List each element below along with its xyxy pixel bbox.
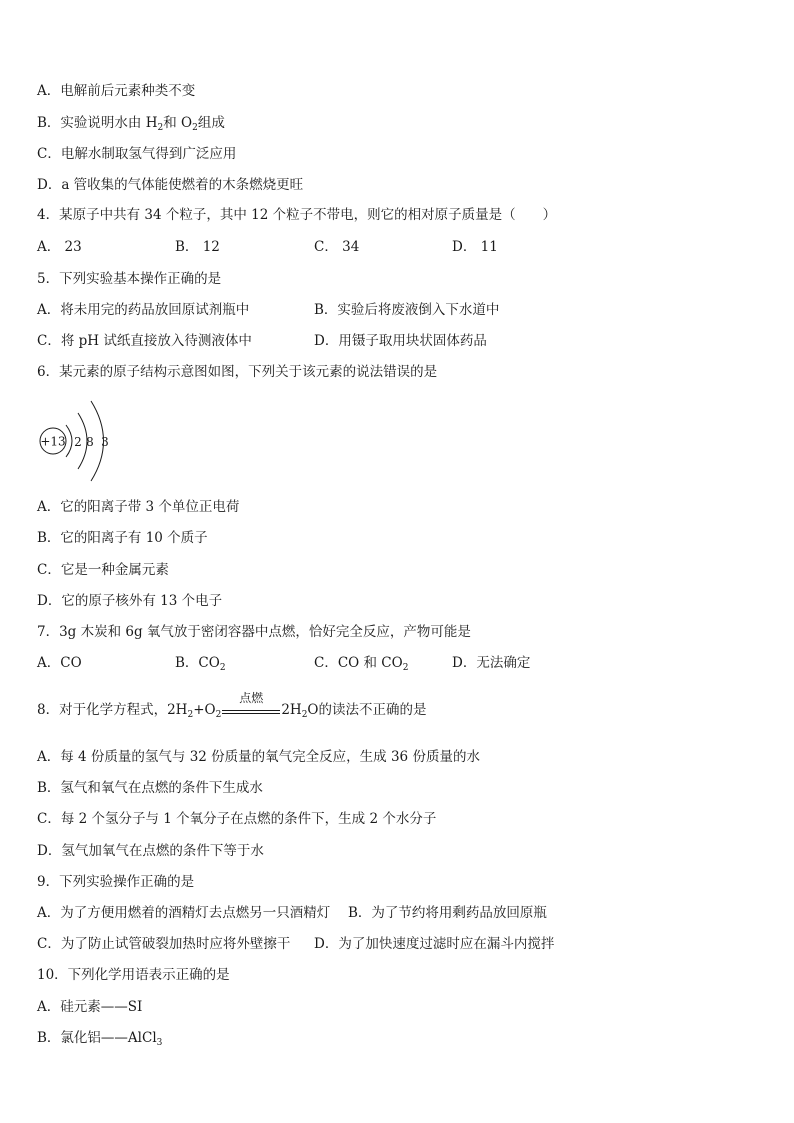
q4-stem: 4．某原子中共有 34 个粒子，其中 12 个粒子不带电，则它的相对原子质量是（ ）: [37, 207, 557, 223]
q8-option-b: B．氢气和氧气在点燃的条件下生成水: [37, 780, 263, 796]
nucleus-charge: +13: [40, 434, 66, 449]
q9-stem: 9．下列实验操作正确的是: [37, 874, 195, 890]
q5-option-c: C．将 pH 试纸直接放入待测液体中: [37, 333, 252, 349]
q3-option-b: B．实验说明水由 $H_2$和 $O_2$组成: [37, 115, 225, 133]
reaction-condition: 点燃: [239, 690, 264, 705]
q8-option-c: C．每 2 个氢分子与 1 个氧分子在点燃的条件下，生成 2 个水分子: [37, 811, 437, 827]
q4-option-b: B． 12: [175, 239, 220, 255]
q7-option-b: B．$CO_2$: [175, 655, 226, 673]
q8-option-d: D．氢气加氧气在点燃的条件下等于水: [37, 843, 264, 859]
q3-option-a: A．电解前后元素种类不变: [37, 83, 196, 99]
q10-option-b: B．氯化铝——AlCl$_3$: [37, 1030, 163, 1048]
shell-2-electrons: 8: [86, 435, 94, 449]
q5-option-b: B．实验后将废液倒入下水道中: [314, 302, 500, 318]
q7-option-c: C．CO 和 $CO_2$: [314, 655, 409, 673]
q5-option-a: A．将未用完的药品放回原试剂瓶中: [37, 302, 250, 318]
reaction-arrow: [222, 690, 280, 720]
q4-option-c: C． 34: [314, 239, 360, 255]
q6-option-d: D．它的原子核外有 13 个电子: [37, 593, 223, 609]
q4-option-a: A． 23: [37, 239, 82, 255]
q5-option-d: D．用镊子取用块状固体药品: [314, 333, 487, 349]
q9-option-a: A．为了方便用燃着的酒精灯去点燃另一只酒精灯: [37, 905, 331, 921]
q3-option-c: C．电解水制取氢气得到广泛应用: [37, 146, 237, 162]
q9-option-b: B．为了节约将用剩药品放回原瓶: [348, 905, 547, 921]
q6-option-c: C．它是一种金属元素: [37, 562, 169, 578]
atom-structure-diagram: [36, 397, 116, 483]
q8-option-a: A．每 4 份质量的氢气与 32 份质量的氧气完全反应，生成 36 份质量的水: [37, 749, 480, 765]
shell-3-electrons: 3: [101, 435, 109, 449]
q10-option-a: A．硅元素——SI: [37, 999, 143, 1015]
q3-option-d: D．a 管收集的气体能使燃着的木条燃烧更旺: [37, 177, 304, 193]
q10-stem: 10．下列化学用语表示正确的是: [37, 967, 230, 983]
q6-option-a: A．它的阳离子带 3 个单位正电荷: [37, 499, 240, 515]
q9-option-d: D．为了加快速度过滤时应在漏斗内搅拌: [314, 936, 555, 952]
q6-option-b: B．它的阳离子有 10 个质子: [37, 530, 208, 546]
q7-stem: 7．3g 木炭和 6g 氧气放于密闭容器中点燃，恰好完全反应，产物可能是: [37, 624, 471, 640]
q7-option-d: D．无法确定: [452, 655, 531, 671]
q9-option-c: C．为了防止试管破裂加热时应将外壁擦干: [37, 936, 291, 952]
electron-shell-1: [66, 425, 72, 457]
q8-stem: 8．对于化学方程式，$2H_2+O_2$ 点燃 $2H_2O$的读法不正确的是: [37, 690, 427, 720]
q4-option-d: D． 11: [452, 239, 498, 255]
q6-stem: 6．某元素的原子结构示意图如图，下列关于该元素的说法错误的是: [37, 364, 438, 380]
q7-option-a: A．CO: [37, 655, 82, 671]
shell-1-electrons: 2: [74, 435, 82, 449]
q5-stem: 5．下列实验基本操作正确的是: [37, 271, 222, 287]
